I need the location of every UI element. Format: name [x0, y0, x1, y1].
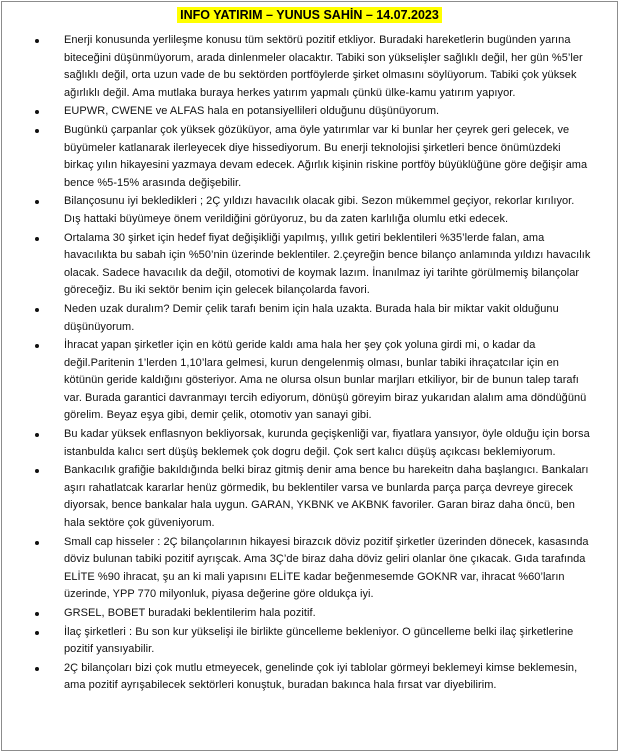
page-title: INFO YATIRIM – YUNUS SAHİN – 14.07.2023 — [177, 7, 442, 23]
bullet-icon — [35, 631, 39, 635]
list-item-text: Bugünkü çarpanlar çok yüksek gözüküyor, ama öyle yatırımlar var ki bunlar her çeyrek geri gelecek, ve büyümeler katlanarak ilerleyecek diye hissediyorum. Bu enerji teknolojisi şirketleri bence önümüzdeki birkaç yılın hikayesini yazmaya devam edecek. Ağırlık kişinin riskine portföy büyüklüğüne göre değişir ama bence %5-15% arasında değişebilir. — [64, 123, 588, 189]
bullet-icon — [35, 541, 39, 545]
list-item-text: 2Ç bilançoları bizi çok mutlu etmeyecek, genelinde çok iyi tablolar görmeyi beklemeyi kimse beklemesin, ama pozitif ayrışabilecek sektörleri konuştuk, buradan bakınca hala fırsat var diyebilirim. — [64, 661, 578, 692]
list-item-text: Enerji konusunda yerlileşme konusu tüm sektörü pozitif etkliyor. Buradaki hareketlerin bugünden yarına biteceğini düşünmüyorum, arada dinlenmeler olacaktır. Tabiki son yükselişler sağlıklı değil, her gün %5’ler sağlıklı değil, orta uzun vade de bu sektörden portföylerde şirket olmasını söylüyorum. Tabiki çok yüksek ağırlıklı değil. Ama mutlaka buraya herkes yatırım yapmalı çünkü ülke-kamu yatırım yapıyor. — [64, 34, 583, 99]
bullet-icon — [35, 237, 39, 241]
title-container — [2, 6, 617, 24]
bullet-icon — [35, 308, 39, 312]
bullet-icon — [35, 200, 39, 204]
list-item — [2, 605, 617, 623]
list-item — [2, 230, 617, 300]
list-item — [2, 426, 617, 461]
bullet-icon — [35, 433, 39, 437]
bullet-list — [2, 32, 617, 696]
bullet-icon — [35, 39, 39, 43]
bullet-icon — [35, 612, 39, 616]
list-item-text: Ortalama 30 şirket için hedef fiyat değişikliği yapılmış, yıllık getiri beklentileri %35’lerde falan, ama havacılıkta bu sabah için %50’nin üzerinde beklentiler. 2.çeyreğin bence bilanço anlamında yıldızı havacılık olacak. Sadece havacılık da değil, otomotivi de koymak lazım. İnanılmaz iyi tarihte görülmemiş bilançolar göreceğiz. Bu iki sektör benim için gelecek bilançolarda favori. — [64, 231, 591, 297]
list-item-text: İlaç şirketleri : Bu son kur yükselişi ile birlikte güncelleme bekleniyor. O güncelleme belki ilaç şirketlerine pozitif yansıyabilir. — [64, 625, 574, 656]
list-item-text: İhracat yapan şirketler için en kötü geride kaldı ama hala her şey çok yoluna girdi mi, o kadar da değil.Paritenin 1’lerden 1,10’lara gelmesi, kurun dengelenmiş olması, bunlar tabiki ihraçatcılar için en kötünün geride kaldığını gösteriyor. Ama ne olursa olsun bunlar marjları etkiliyor, bir de bunun talep tarafı var. Burada garantici davranmayı tercih ediyorum, dönüşü göreyim biraz yukarıdan alalım ama döndüğünü görelim. Beyaz eşya gibi, demir çelik, otomotiv yan sanayi gibi. — [64, 339, 587, 422]
list-item — [2, 337, 617, 425]
list-item-text: Neden uzak duralım? Demir çelik tarafı benim için hala uzakta. Burada hala bir miktar vakit olduğunu düşünüyorum. — [64, 302, 559, 333]
list-item — [2, 534, 617, 604]
bullet-icon — [35, 667, 39, 671]
list-item-text: EUPWR, CWENE ve ALFAS hala en potansiyellileri olduğunu düşünüyorum. — [64, 105, 440, 118]
list-item — [2, 193, 617, 228]
list-item — [2, 624, 617, 659]
list-item — [2, 301, 617, 336]
list-item-text: Bilançosunu iyi bekledikleri ; 2Ç yıldızı havacılık olacak gibi. Sezon mükemmel geçiyor, rekorlar kırılıyor. Dış hattaki büyümeye önem verildiğini görüyoruz, bu da zaten karlılığa olumlu etki edecek. — [64, 195, 575, 225]
bullet-icon — [35, 110, 39, 114]
list-item-text: GRSEL, BOBET buradaki beklentilerim hala pozitif. — [64, 607, 316, 619]
list-item — [2, 660, 617, 695]
list-item-text: Bankacılık grafiğie bakıldığında belki biraz gitmiş denir ama bence bu harekeitn daha başlangıcı. Bankaları aşırı rahatlatcak kararlar henüz görmedik, bu beklentiler varsa ve bunlarda parça parça devreye girecek diyorsak, bence bankalar hala uygun. GARAN, YKBNK ve AKBNK favoriler. Garan biraz daha öncü, ben hala sektöre çok güveniyorum. — [64, 464, 589, 530]
list-item-text: Small cap hisseler : 2Ç bilançolarının hikayesi birazcık döviz pozitif şirketler üzerinden dönecek, kasasında döviz bulunan tabiki pozitif ayrışcak. Ama 3Ç’de biraz daha döviz geliri olanlar öne çıkacak. Gıda tarafında ELİTE %90 ihracat, şu an ki mali yapısını ELİTE kadar beğenmesemde GOKNR var, ihracat %60’ların üzerinde, YPP 770 milyonluk, piyasa değerine göre oldukça iyi. — [64, 535, 589, 601]
list-item-text: Bu kadar yüksek enflasnyon bekliyorsak, kurunda geçişkenliği var, fiyatlara yansıyor, öyle olduğu için borsa istanbulda kalıcı sert düşüş beklemek çok dogru değil. Çok sert kalıcı düşüş açıkcası beklemiyorum. — [64, 428, 590, 458]
bullet-icon — [35, 344, 39, 348]
bullet-icon — [35, 129, 39, 133]
list-item — [2, 462, 617, 532]
list-item — [2, 32, 617, 102]
list-item — [2, 103, 617, 121]
bullet-icon — [35, 469, 39, 473]
document-frame — [1, 1, 618, 751]
list-item — [2, 122, 617, 192]
